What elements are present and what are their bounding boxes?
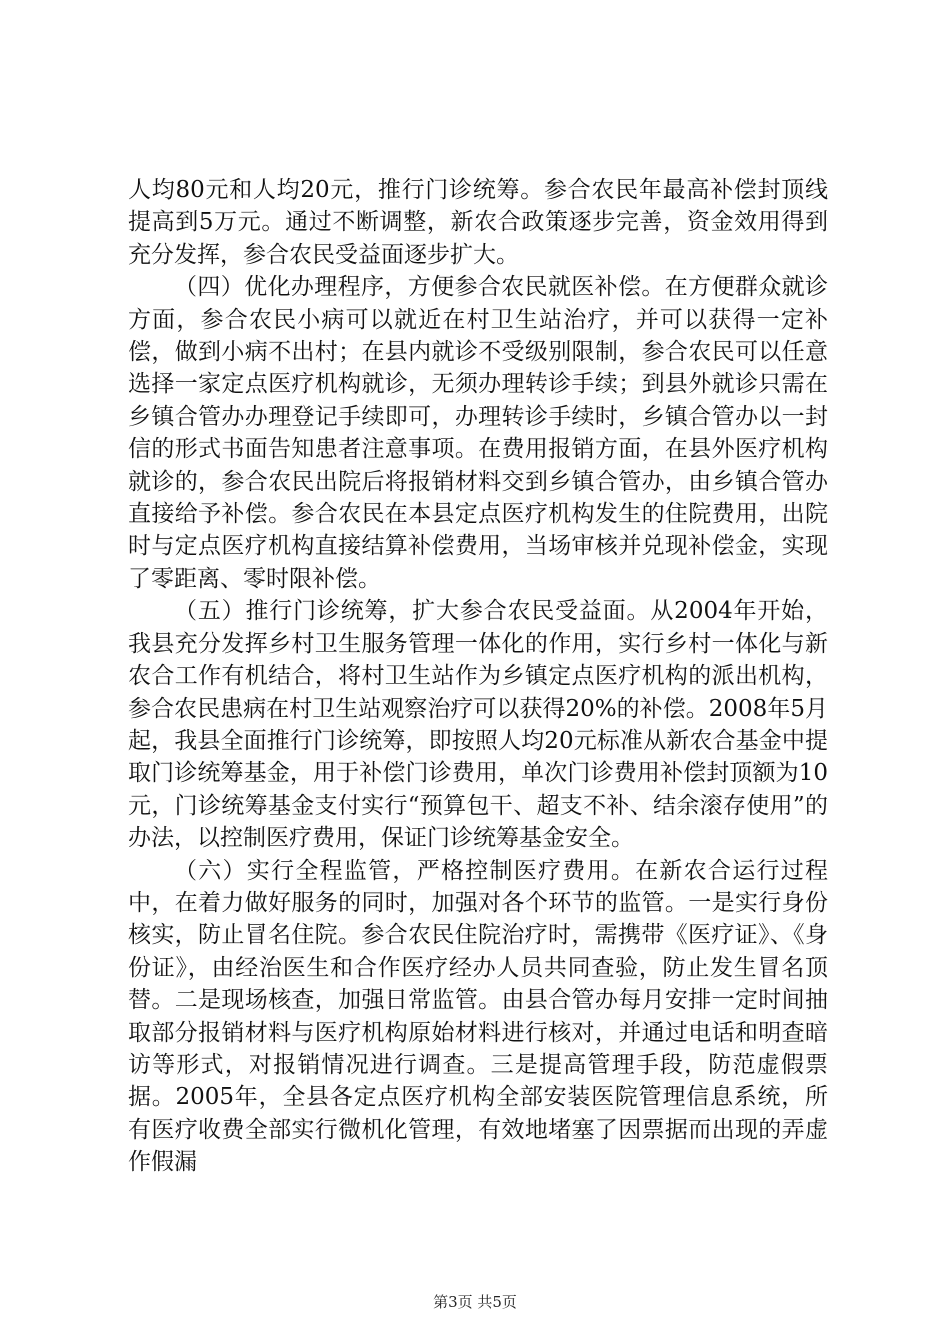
paragraph-section-4: （四）优化办理程序，方便参合农民就医补偿。在方便群众就诊方面，参合农民小病可以就近在村卫生站治疗，并可以获得一定补偿，做到小病不出村；在县内就诊不受级别限制，参合农民可以任意选择一家定点医疗机构就诊，无须办理转诊手续；到县外就诊只需在乡镇合管办办理登记手续即可，办理转诊手续时，乡镇合管办以一封信的形式书面告知患者注意事项。在费用报销方面，在县外医疗机构就诊的，参合农民出院后将报销材料交到乡镇合管办，由乡镇合管办直接给予补偿。参合农民在本县定点医疗机构发生的住院费用，出院时与定点医疗机构直接结算补偿费用，当场审核并兑现补偿金，实现了零距离、零时限补偿。 <box>128 274 828 592</box>
document-body <box>128 174 828 1179</box>
paragraph-continuation: 人均80元和人均20元，推行门诊统筹。参合农民年最高补偿封顶线提高到5万元。通过不断调整，新农合政策逐步完善，资金效用得到充分发挥，参合农民受益面逐步扩大。 <box>128 177 828 268</box>
paragraph-section-6: （六）实行全程监管，严格控制医疗费用。在新农合运行过程中，在着力做好服务的同时，加强对各个环节的监管。一是实行身份核实，防止冒名住院。参合农民住院治疗时，需携带《医疗证》、《身份证》，由经治医生和合作医疗经办人员共同查验，防止发生冒名顶替。二是现场核查，加强日常监管。由县合管办每月安排一定时间抽取部分报销材料与医疗机构原始材料进行核对，并通过电话和明查暗访等形式，对报销情况进行调查。三是提高管理手段，防范虚假票据。2005年，全县各定点医疗机构全部安装医院管理信息系统，所有医疗收费全部实行微机化管理，有效地堵塞了因票据而出现的弄虚作假漏 <box>128 857 828 1176</box>
page-number-footer: 第3页 共5页 <box>433 1293 517 1311</box>
paragraph-section-5: （五）推行门诊统筹，扩大参合农民受益面。从2004年开始，我县充分发挥乡村卫生服务管理一体化的作用，实行乡村一体化与新农合工作有机结合，将村卫生站作为乡镇定点医疗机构的派出机构，参合农民患病在村卫生站观察治疗可以获得20%的补偿。2008年5月起，我县全面推行门诊统筹，即按照人均20元标准从新农合基金中提取门诊统筹基金，用于补偿门诊费用，单次门诊费用补偿封顶额为10元，门诊统筹基金支付实行“预算包干、超支不补、结余滚存使用”的办法，以控制医疗费用，保证门诊统筹基金安全。 <box>128 598 828 852</box>
